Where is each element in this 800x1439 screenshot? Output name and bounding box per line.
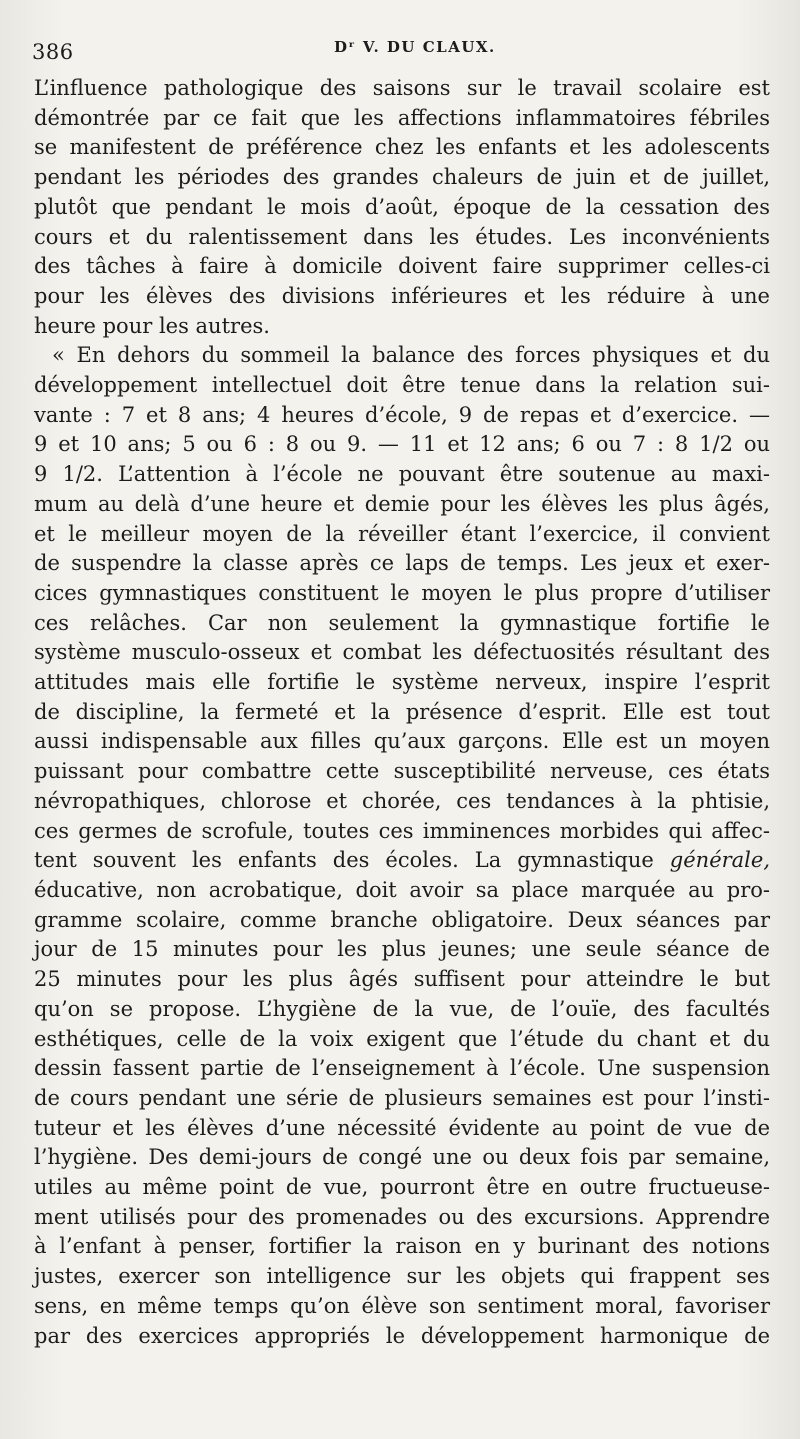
text-line: développement intellectuel doit être tenue dans la relation sui- [34,373,770,398]
text-line: heure pour les autres. [34,313,270,338]
text-line: système musculo-osseux et combat les défectuosités résultant des [34,640,770,665]
text-line: dessin fassent partie de l’enseignement à l’école. Une suspension [34,1056,770,1081]
text-line: utiles au même point de vue, pourront être en outre fructueuse- [34,1175,770,1200]
text-line: démontrée par ce fait que les affections inflammatoires fébriles [34,105,770,130]
text-line: l’hygiène. Des demi-jours de congé une ou deux fois par semaine, [34,1145,770,1170]
text-line: vante : 7 et 8 ans; 4 heures d’école, 9 de repas et d’exercice. — [34,402,770,427]
text-line: 9 1/2. L’attention à l’école ne pouvant être soutenue au maxi- [34,462,770,487]
text-line: puissant pour combattre cette susceptibilité nerveuse, ces états [34,759,770,784]
text-line: de suspendre la classe après ce laps de temps. Les jeux et exer- [34,551,770,576]
text-line: sens, en même temps qu’on élève son sentiment moral, favoriser [34,1293,770,1318]
text-line: des tâches à faire à domicile doivent faire supprimer celles-ci [34,254,770,279]
text-line: esthétiques, celle de la voix exigent que l’étude du chant et du [34,1026,770,1051]
text-line: cices gymnastiques constituent le moyen le plus propre d’utiliser [34,580,770,605]
text-line: pendant les périodes des grandes chaleurs de juin et de juillet, [34,165,770,190]
body-text [34,74,770,1351]
text-line: jour de 15 minutes pour les plus jeunes; une seule séance de [34,937,770,962]
text-line: gramme scolaire, comme branche obligatoire. Deux séances par [34,907,770,932]
text-line: ces germes de scrofule, toutes ces imminences morbides qui affec- [34,818,770,843]
text-line: L’influence pathologique des saisons sur le travail scolaire est [34,76,770,100]
paragraph-1 [34,74,770,341]
text-line: pour les élèves des divisions inférieures et les réduire à une [34,283,770,308]
text-line: de discipline, la fermeté et la présence d’esprit. Elle est tout [34,699,770,724]
text-line: de cours pendant une série de plusieurs semaines est pour l’insti- [34,1085,770,1110]
text-line: se manifestent de préférence chez les enfants et les adolescents [34,135,770,160]
text-line: cours et du ralentissement dans les études. Les inconvénients [34,224,770,249]
text-line: tuteur et les élèves d’une nécessité évidente au point de vue de [34,1115,770,1140]
text-line: qu’on se propose. L’hygiène de la vue, de l’ouïe, des facultés [34,996,770,1021]
text-line: « En dehors du sommeil la balance des forces physiques et du [52,343,770,368]
text-line: à l’enfant à penser, fortifier la raison en y burinant des notions [34,1234,770,1259]
text-line: 25 minutes pour les plus âgés suffisent pour atteindre le but [34,967,770,992]
text-line: éducative, non acrobatique, doit avoir sa place marquée au pro- [34,877,770,902]
text-line: aussi indispensable aux filles qu’aux garçons. Elle est un moyen [34,729,770,754]
text-line: ces relâches. Car non seulement la gymnastique fortifie le [34,610,770,635]
text-segment: tent souvent les enfants des écoles. La gymnastique [34,848,670,873]
page-number: 386 [32,40,74,64]
running-head: Dʳ V. DU CLAUX. [334,38,496,56]
text-line: attitudes mais elle fortifie le système nerveux, inspire l’esprit [34,670,770,695]
italic-term: générale, [669,848,770,873]
text-line [34,846,770,876]
text-line: plutôt que pendant le mois d’août, époque de la cessation des [34,194,770,219]
text-line: 9 et 10 ans; 5 ou 6 : 8 ou 9. — 11 et 12 ans; 6 ou 7 : 8 1/2 ou [34,432,770,457]
text-line: et le meilleur moyen de la réveiller étant l’exercice, il convient [34,521,770,546]
page-header [30,32,770,72]
paragraph-2 [34,341,770,1351]
text-line: ment utilisés pour des promenades ou des excursions. Apprendre [34,1204,770,1229]
text-line: par des exercices appropriés le développement harmonique de [34,1323,770,1348]
text-line: névropathiques, chlorose et chorée, ces tendances à la phtisie, [34,788,770,813]
text-line: justes, exercer son intelligence sur les objets qui frappent ses [34,1264,770,1289]
text-line: mum au delà d’une heure et demie pour les élèves les plus âgés, [34,491,770,516]
